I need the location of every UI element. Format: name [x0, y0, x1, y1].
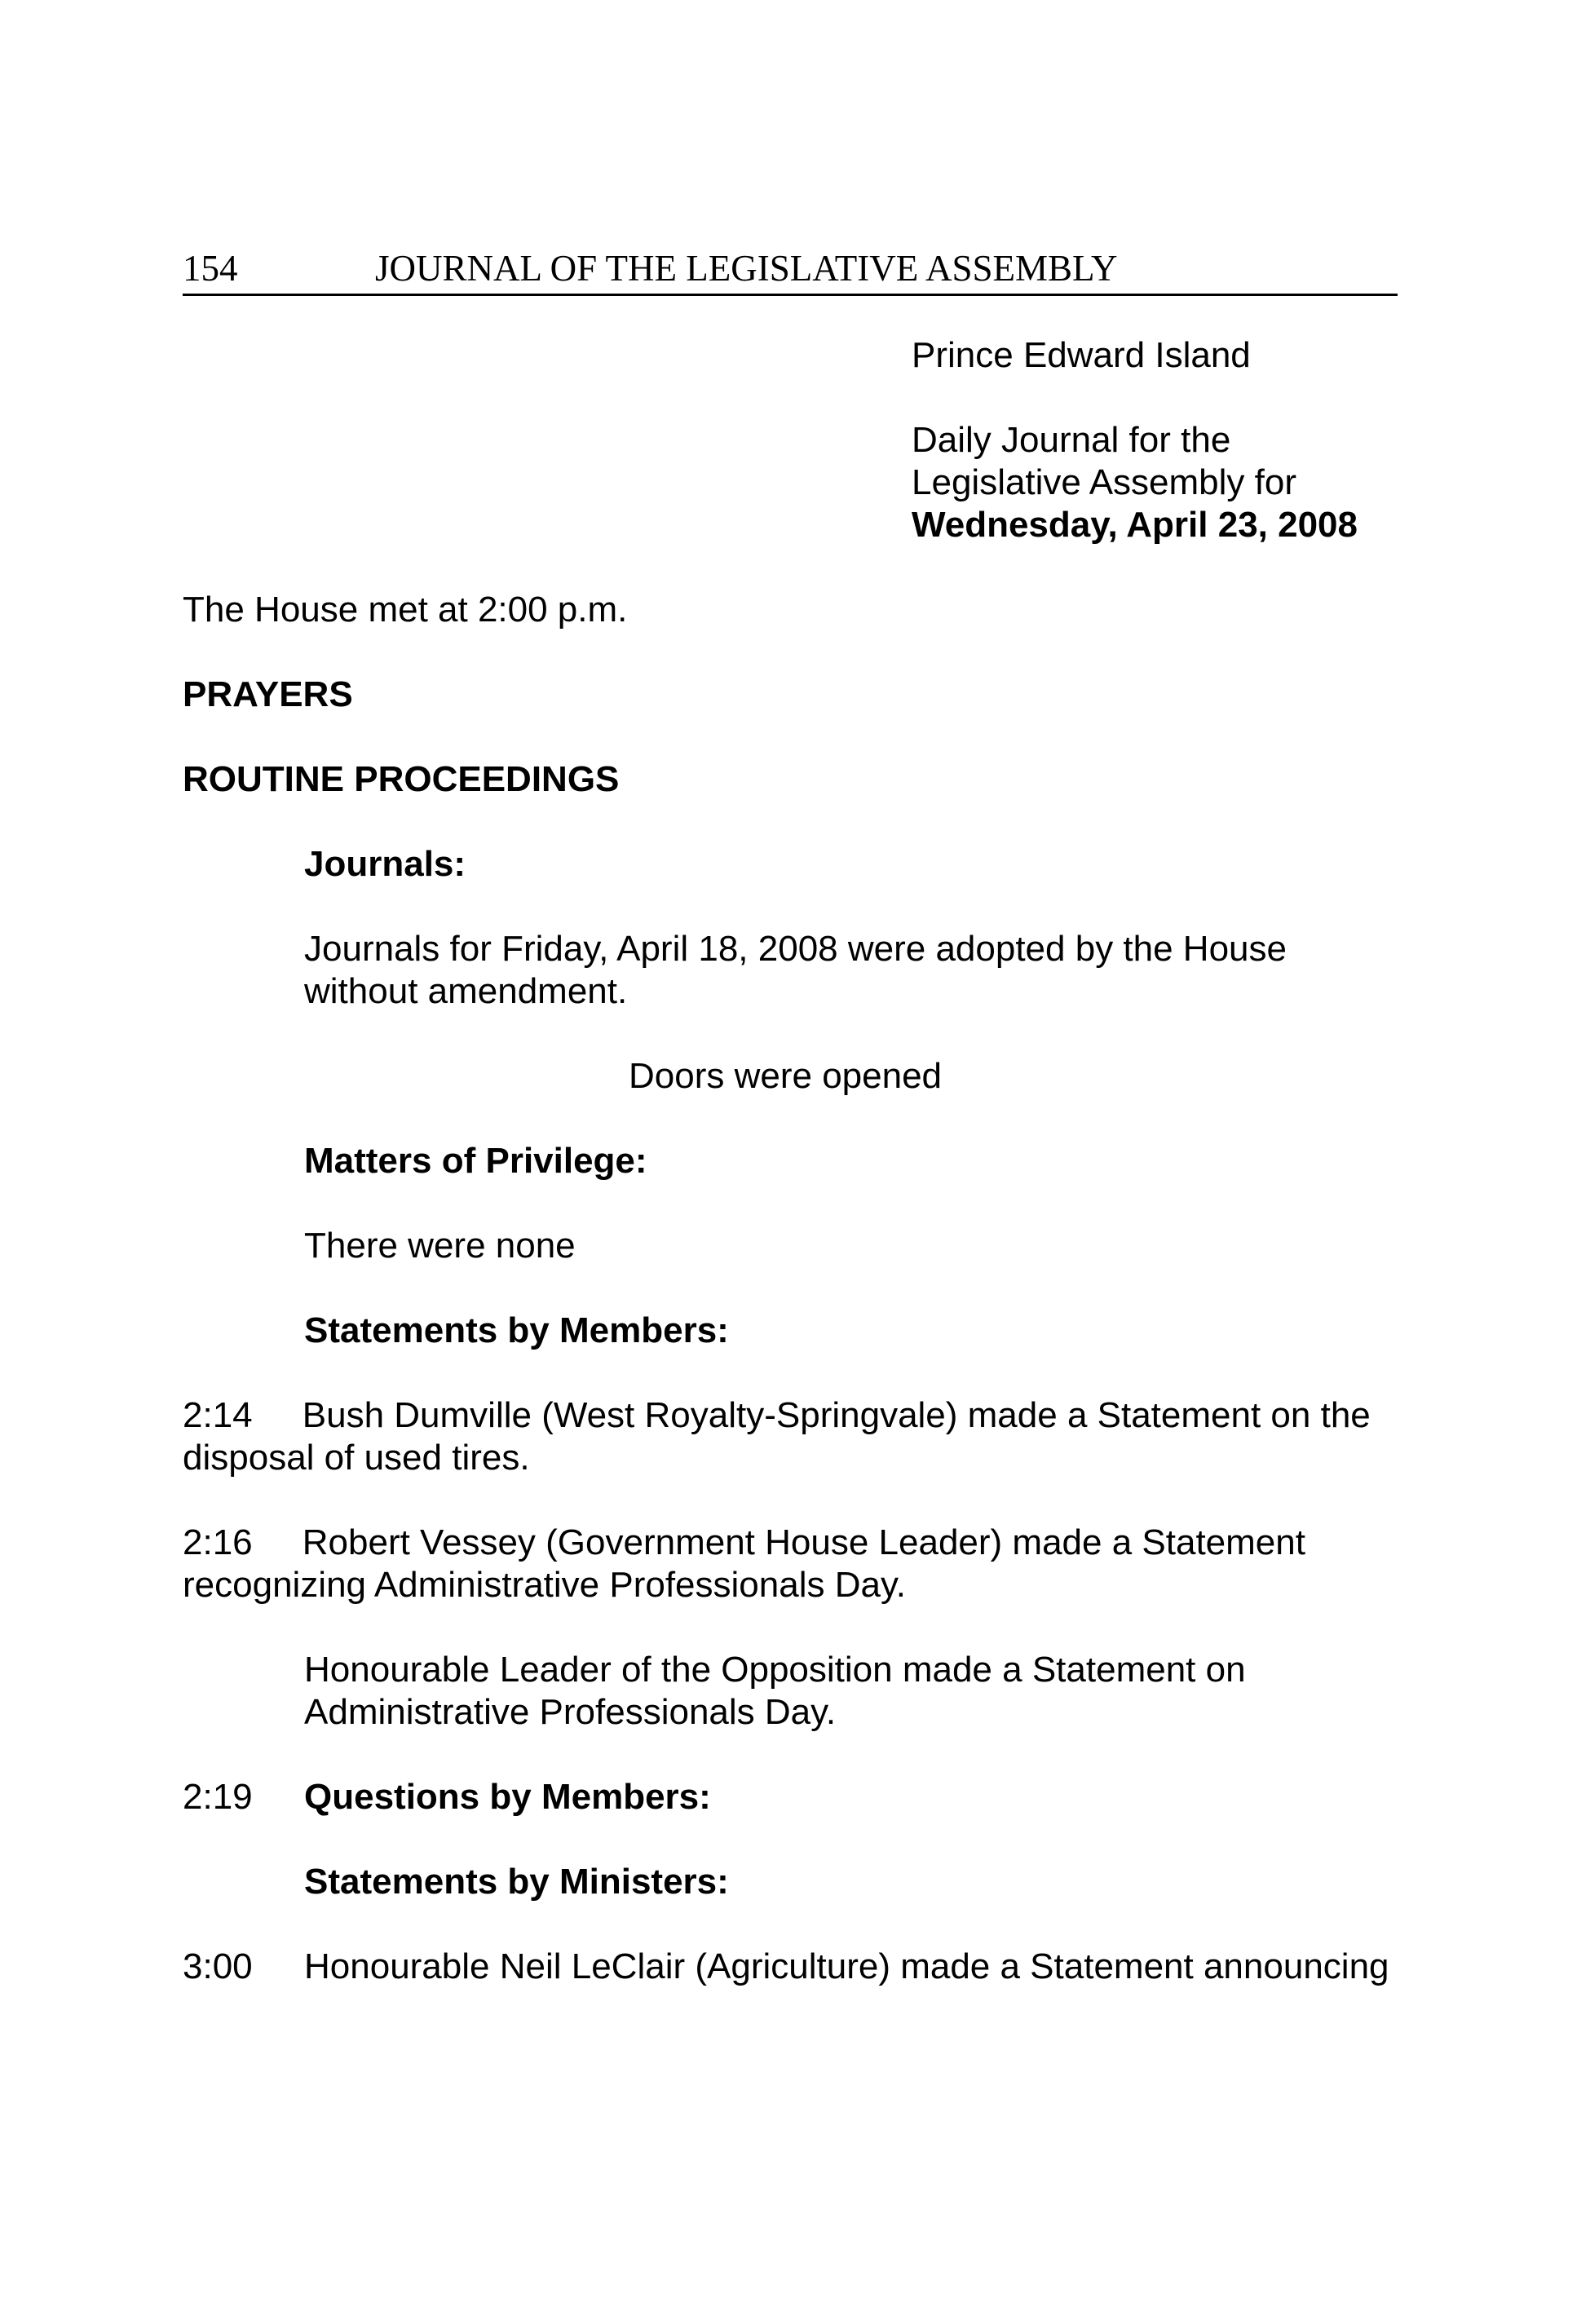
entry-text-line-2: disposal of used tires.	[183, 1438, 530, 1478]
privilege-heading: Matters of Privilege:	[304, 1141, 647, 1181]
page-number: 154	[183, 248, 238, 289]
privilege-text: There were none	[304, 1226, 576, 1266]
minister-statement-time: 3:00	[183, 1946, 253, 1986]
entry-text-line-2: recognizing Administrative Professionals Day.	[183, 1565, 906, 1605]
journals-text-line-1: Journals for Friday, April 18, 2008 were adopted by the House	[304, 929, 1287, 969]
doors-opened-note: Doors were opened	[629, 1056, 943, 1096]
member-statement-entry	[183, 1394, 1398, 1479]
journals-heading: Journals:	[304, 844, 466, 884]
journals-text	[304, 928, 1398, 1013]
entry-time: 2:14	[183, 1395, 253, 1435]
opposition-statement	[304, 1649, 1398, 1734]
member-statement-entry	[183, 1522, 1398, 1606]
running-header	[183, 243, 1398, 296]
entry-text-line-1: Bush Dumville (West Royalty-Springvale) made a Statement on the	[302, 1395, 1371, 1435]
opening-statement: The House met at 2:00 p.m.	[183, 590, 628, 630]
entry-time: 2:16	[183, 1522, 253, 1562]
statements-by-ministers-heading: Statements by Ministers:	[304, 1862, 729, 1902]
entry-text-line-1: Robert Vessey (Government House Leader) made a Statement	[302, 1522, 1305, 1562]
dateline-line-2: Legislative Assembly for	[912, 462, 1296, 502]
questions-by-members-heading: Questions by Members:	[304, 1777, 711, 1817]
sitting-date: Wednesday, April 23, 2008	[912, 505, 1358, 545]
minister-statement-text: Honourable Neil LeClair (Agriculture) made a Statement announcing	[304, 1946, 1389, 1986]
dateline-line-1: Daily Journal for the	[912, 420, 1231, 460]
opposition-statement-line-1: Honourable Leader of the Opposition made a Statement on	[304, 1650, 1246, 1690]
journals-text-line-2: without amendment.	[304, 971, 628, 1011]
journal-title: JOURNAL OF THE LEGISLATIVE ASSEMBLY	[375, 248, 1118, 289]
prayers-heading: PRAYERS	[183, 674, 353, 714]
statements-by-members-heading: Statements by Members:	[304, 1310, 729, 1350]
opposition-statement-line-2: Administrative Professionals Day.	[304, 1692, 837, 1732]
province-name: Prince Edward Island	[912, 335, 1251, 375]
routine-proceedings-heading: ROUTINE PROCEEDINGS	[183, 759, 620, 799]
questions-time: 2:19	[183, 1777, 253, 1817]
